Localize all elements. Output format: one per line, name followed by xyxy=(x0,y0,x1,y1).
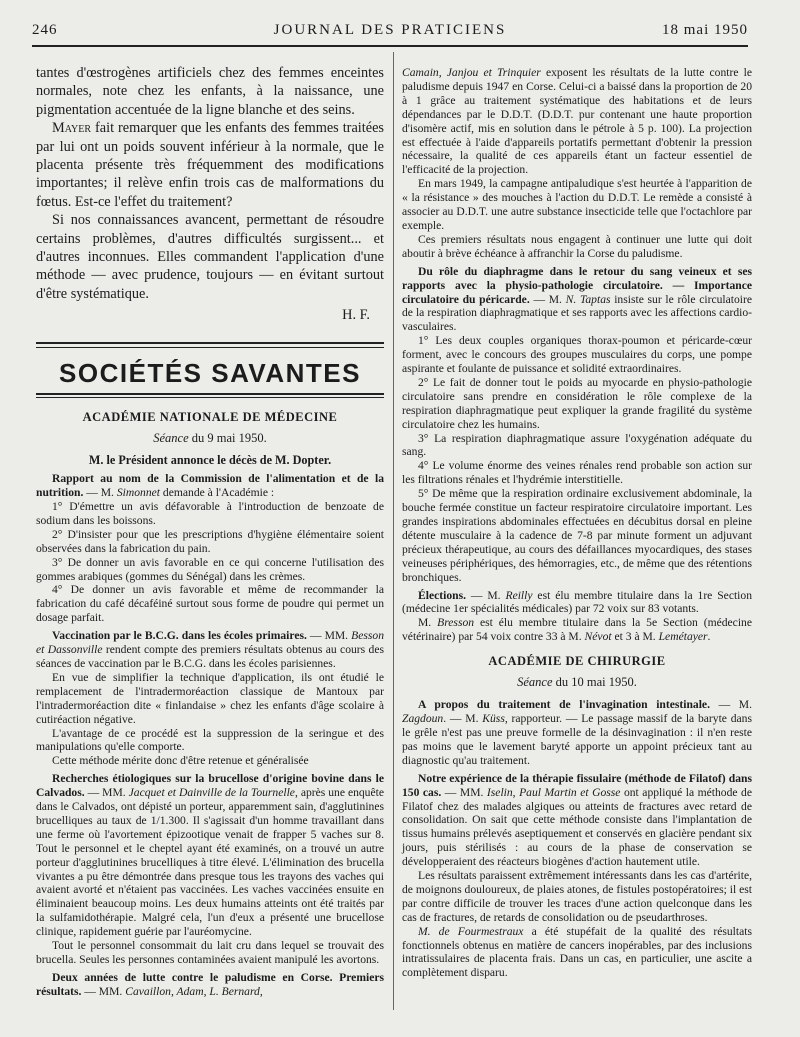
announcement: M. le Président annonce le décès de M. Dopter. xyxy=(88,453,332,468)
report-paragraph: Vaccination par le B.C.G. dans les écoles primaires. — MM. Besson et Dassonville rendent compte des premiers résultats obtenus au cours des séances de vaccination par le B.C.G. dans les écoles parisiennes. xyxy=(36,629,385,670)
report-paragraph: M. de Fourmestraux a été stupéfait de la qualité des résultats fonctionnels obtenus en matière de cancers inopérables, par des inclusions intratissulaires de placenta frais. Dans un cas, en particulier, une ascite a complètement disparu. xyxy=(402,924,752,980)
report-paragraph: En vue de simplifier la technique d'application, ils ont étudié le remplacement de l'intradermoréaction classique de Mantoux par l'intradermoréaction dite « finlandaise » chez les enfants d'âge scolaire à cutiréaction négative. xyxy=(36,670,384,726)
list-item: 2° Le fait de donner tout le poids au myocarde en physio-pathologie circulatoire sans prendre en considération le rôle complexe de la respiration diaphragmatique peut expliquer la grande fragilité du système circulatoire chez les humains. xyxy=(402,375,752,431)
page-header xyxy=(32,22,748,44)
editorial-paragraph: Mayer fait remarquer que les enfants des femmes traitées par lui ont un poids souvent inférieur à la normale, que le placenta présente très fréquemment des modifications importantes; il relève enfin trois cas de malformations du fœtus. Est-ce l'effet du traitement? xyxy=(36,120,384,210)
list-item: 1° Les deux couples organiques thorax-poumon et péricarde-cœur forment, avec le concours des groupes musculaires du corps, une pompe aspirante et foulante de puissance et solidité extraordinaires. xyxy=(402,334,752,376)
report-paragraph: Deux années de lutte contre le paludisme en Corse. Premiers résultats. — MM. Cavaillon, Adam, L. Bernard, xyxy=(36,970,384,998)
list-item: 5° De même que la respiration ordinaire exclusivement abdominale, la bouche fermée constitue un facteur respiratoire circulatoire important. Les grandes inspirations abdominales effectuées en décubitus dorsal en pleine détente musculaire à la cadence de 7-8 par minute forment un adjuvant précieux thérapeutique, au cours des défaillances myocardiques, des stases veineuses périphériques, des hémorragies, etc., de même que des rétentions bronchiques. xyxy=(402,487,752,584)
list-item: 2° D'insister pour que les prescriptions d'hygiène élémentaire soient observées dans la fabrication du pain. xyxy=(36,527,384,555)
signature: H. F. xyxy=(342,307,370,324)
list-item: 3° La respiration diaphragmatique assure l'oxygénation adéquate du sang. xyxy=(402,431,752,459)
report-paragraph: Du rôle du diaphragme dans le retour du sang veineux et ses rapports avec la physio-pathologie circulatoire. — Importance circulatoire du péricarde. — M. N. Taptas insiste sur le rôle circulatoire de la respiration diaphragmatique et ses rapports avec les affections cardio-vasculaires. xyxy=(402,264,752,334)
list-item: 4° Le volume énorme des veines rénales rend probable son action sur les filtrations rénales et l'hydrémie interstitielle. xyxy=(402,459,752,487)
report-paragraph: L'avantage de ce procédé est la suppression de la seringue et des manipulations qu'elle comporte. xyxy=(36,726,384,754)
report-paragraph: Camain, Janjou et Trinquier exposent les résultats de la lutte contre le paludisme depuis 1947 en Corse. Celui-ci a baissé dans la proportion de 20 à 1 grâce au traitement systématique des habitations et de leurs dépendances par le D.D.T. (D.D.T. pur contenant une haute proportion d'isomère actif, mis en solution dans le pétrole à 5 p. 100). La projection est effectuée à l'aide d'appareils portatifs permettant d'obtenir la pression nécessaire, la qualité de ces appareils étant un facteur essentiel de l'efficacité de la projection. xyxy=(402,66,753,177)
academy-proceedings xyxy=(402,66,752,644)
report-paragraph: M. Bresson est élu membre titulaire dans la 5e Section (médecine vétérinaire) par 54 voix contre 33 à M. Névot et 3 à M. Lemétayer. xyxy=(402,616,752,644)
report-paragraph: Recherches étiologiques sur la brucellose d'origine bovine dans le Calvados. — MM. Jacquet et Dainville de la Tournelle, après une enquête dans le Calvados, ont dépisté un porteur, apparemment sain, d'agglutinines brucelliques au taux de 1/1.300. Il s'agissait d'un homme travaillant dans une ferme où l'avortement épizootique venait de frapper 5 vaches sur 8. Tout le personnel et le cheptel ayant été examinés, on a trouvé un autre porteur d'agglutinines brucelliques à titre élevé. L'élimination des brucella vivantes a pu être démontrée dans presque tous les trayons des vaches qui avaient avorté et n'étaient pas vaccinées. Les vaches vaccinées ensuite en éliminaient beaucoup moins. Les deux humains atteints ont été traités par la sulfamidothérapie. Malgré cela, l'un d'eux a présenté une brucellose clinique, rapidement guérie par l'auréomycine. xyxy=(36,772,384,939)
report-paragraph: Notre expérience de la thérapie fissulaire (méthode de Filatof) dans 150 cas. — MM. Iselin, Paul Martin et Gosse ont appliqué la méthode de Filatof chez des malades algiques ou atteints de fractures avec retard de consolidation. On sait que cette méthode consiste dans l'implantation de tissus humains prélevés aseptiquement et conservés en glacière pendant six jours, puis stérilisés : au cours de la phase de conservation se développeraient des réacteurs biogènes d'action hautement utile. xyxy=(402,771,752,869)
section-title: SOCIÉTÉS SAVANTES xyxy=(59,358,361,389)
list-item: 4° De donner un avis favorable et même de recommander la fabrication du café décaféiné surtout sous forme de poudre qui permet un dosage parfait. xyxy=(36,583,384,625)
section-rule xyxy=(36,342,384,348)
report-paragraph: Rapport au nom de la Commission de l'alimentation et de la nutrition. — M. Simonnet demande à l'Académie : xyxy=(36,472,384,500)
header-rule xyxy=(32,45,748,47)
editorial-paragraph: tantes d'œstrogènes artificiels chez des femmes enceintes normales, note chez les enfants, à la naissance, une pigmentation accentuée de la ligne blanche et des seins. xyxy=(36,65,384,118)
editorial-paragraph: Si nos connaissances avancent, permettant de résoudre certains problèmes, d'autres difficultés surgissent... et d'autres inconnues. Elles commandent l'application d'une méthode — avec prudence, toujours — en évitant surtout d'être systématique. xyxy=(36,212,384,302)
academy-proceedings xyxy=(402,698,752,980)
report-paragraph: Les résultats paraissent extrêmement intéressants dans les cas d'artérite, de moignons douloureux, de plaies atones, de fistules postopératoires; il est par contre difficile de trouver les traces d'une action quelconque dans les cas de fractures, de retards de consolidation ou de pseudarthroses. xyxy=(402,869,752,924)
seance-date: Séance du 9 mai 1950. xyxy=(153,431,267,446)
report-paragraph: Élections. — M. Reilly est élu membre titulaire dans la 1re Section (médecine 1er spécialités médicales) par 72 voix sur 83 votants. xyxy=(402,588,752,616)
journal-title: JOURNAL DES PRATICIENS xyxy=(273,22,507,38)
report-paragraph: Tout le personnel consommait du lait cru dans lequel se trouvait des brucella. Seules les personnes contaminées avaient manipulé les avortons. xyxy=(36,939,384,966)
academy-heading: ACADÉMIE NATIONALE DE MÉDECINE xyxy=(82,410,338,425)
page-number: 246 xyxy=(32,22,58,38)
column-divider xyxy=(393,52,394,1010)
list-item: 1° D'émettre un avis défavorable à l'introduction de benzoate de sodium dans les boissons. xyxy=(36,500,384,527)
academy-proceedings xyxy=(36,454,384,998)
academy-heading: ACADÉMIE DE CHIRURGIE xyxy=(488,654,666,669)
seance-date: Séance du 10 mai 1950. xyxy=(517,675,637,690)
author-name: Mayer xyxy=(52,120,92,137)
section-rule xyxy=(36,393,384,398)
report-paragraph: A propos du traitement de l'invagination intestinale. — M. Zagdoun. — M. Küss, rapporteur. — Le passage massif de la baryte dans le grêle n'est pas une preuve formelle de la désinvagination : il n'en reste pas moins que le lavement baryté apporte un appoint précieux tant au diagnostic qu'au traitement. xyxy=(402,698,752,767)
left-column xyxy=(36,64,384,999)
report-paragraph: En mars 1949, la campagne antipaludique s'est heurtée à l'apparition de « la résistance » des mouches à l'action du D.D.T. Le remède a consisté à associer au D.D.T. une autre substance insecticide telle que l'octachlore par exemple. xyxy=(402,177,752,232)
report-paragraph: Ces premiers résultats nous engagent à continuer une lutte qui doit aboutir à brève échéance à affranchir la Corse du paludisme. xyxy=(402,232,752,260)
list-item: 3° De donner un avis favorable en ce qui concerne l'utilisation des gommes arabiques (gommes du Sénégal) dans les crèmes. xyxy=(36,555,384,583)
editorial-end xyxy=(36,64,384,324)
issue-date: 18 mai 1950 xyxy=(662,22,748,38)
right-column xyxy=(402,66,752,980)
report-paragraph: Cette méthode mérite donc d'être retenue et généralisée xyxy=(52,754,309,768)
